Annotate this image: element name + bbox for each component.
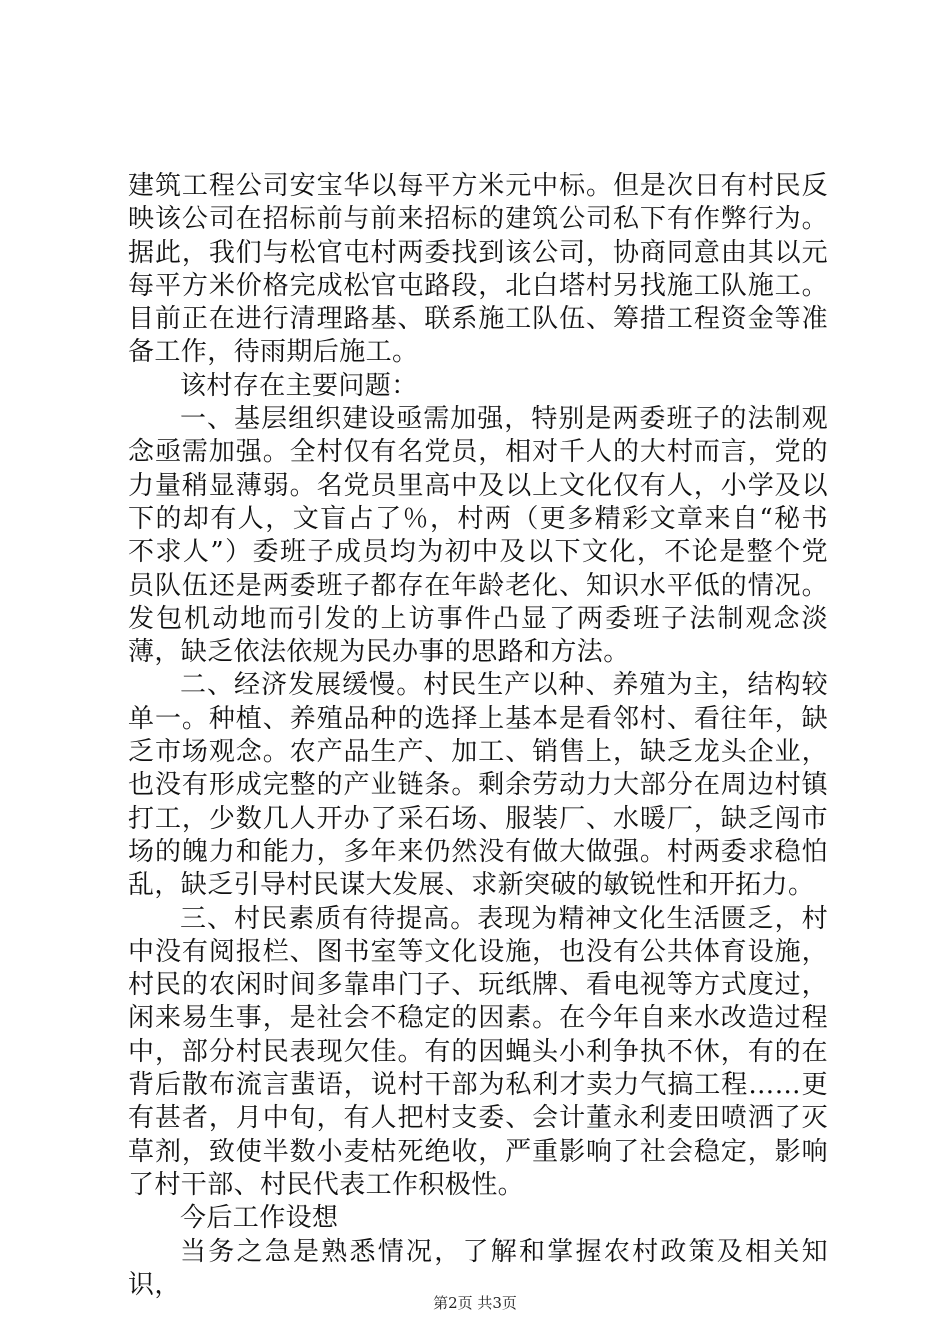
paragraph-problems-heading: 该村存在主要问题： — [180, 370, 418, 401]
paragraph-problem-economy: 二、经济发展缓慢。村民生产以种、养殖为主，结构较单一。种植、养殖品种的选择上基本是看邻村、看往年，缺乏市场观念。农产品生产、加工、销售上，缺乏龙头企业，也没有形成完整的产业链条。剩余劳动力大部分在周边村镇打工，少数几人开办了采石场、服装厂、水暖厂，缺乏闯市场的魄力和能力，多年来仍然没有做大做强。村两委求稳怕乱，缺乏引导村民谋大发展、求新突破的敏锐性和开拓力。 — [128, 670, 828, 901]
document-body — [128, 170, 828, 1302]
paragraph-future-plan-heading: 今后工作设想 — [180, 1203, 339, 1234]
paragraph-tender-result: 建筑工程公司安宝华以每平方米元中标。但是次日有村民反映该公司在招标前与前来招标的建筑公司私下有作弊行为。据此，我们与松官屯村两委找到该公司，协商同意由其以元每平方米价格完成松官屯路段，北白塔村另找施工队施工。目前正在进行清理路基、联系施工队伍、筹措工程资金等准备工作，待雨期后施工。 — [128, 171, 828, 368]
page-number-footer: 第2页 共3页 — [433, 1294, 517, 1312]
paragraph-problem-organization: 一、基层组织建设亟需加强，特别是两委班子的法制观念亟需加强。全村仅有名党员，相对千人的大村而言，党的力量稍显薄弱。名党员里高中及以上文化仅有人，小学及以下的却有人，文盲占了％，村两（更多精彩文章来自“秘书不求人”）委班子成员均为初中及以下文化，不论是整个党员队伍还是两委班子都存在年龄老化、知识水平低的情况。发包机动地而引发的上访事件凸显了两委班子法制观念淡薄，缺乏依法依规为民办事的思路和方法。 — [128, 404, 828, 668]
paragraph-problem-villager-quality: 三、村民素质有待提高。表现为精神文化生活匮乏，村中没有阅报栏、图书室等文化设施，也没有公共体育设施，村民的农闲时间多靠串门子、玩纸牌、看电视等方式度过，闲来易生事，是社会不稳定的因素。在今年自来水改造过程中，部分村民表现欠佳。有的因蝇头小利争执不休，有的在背后散布流言蜚语，说村干部为私利才卖力气搞工程……更有甚者，月中旬，有人把村支委、会计董永利麦田喷洒了灭草剂，致使半数小麦枯死绝收，严重影响了社会稳定，影响了村干部、村民代表工作积极性。 — [128, 903, 828, 1200]
paragraph-future-plan-text: 当务之急是熟悉情况，了解和掌握农村政策及相关知识， — [128, 1236, 828, 1300]
